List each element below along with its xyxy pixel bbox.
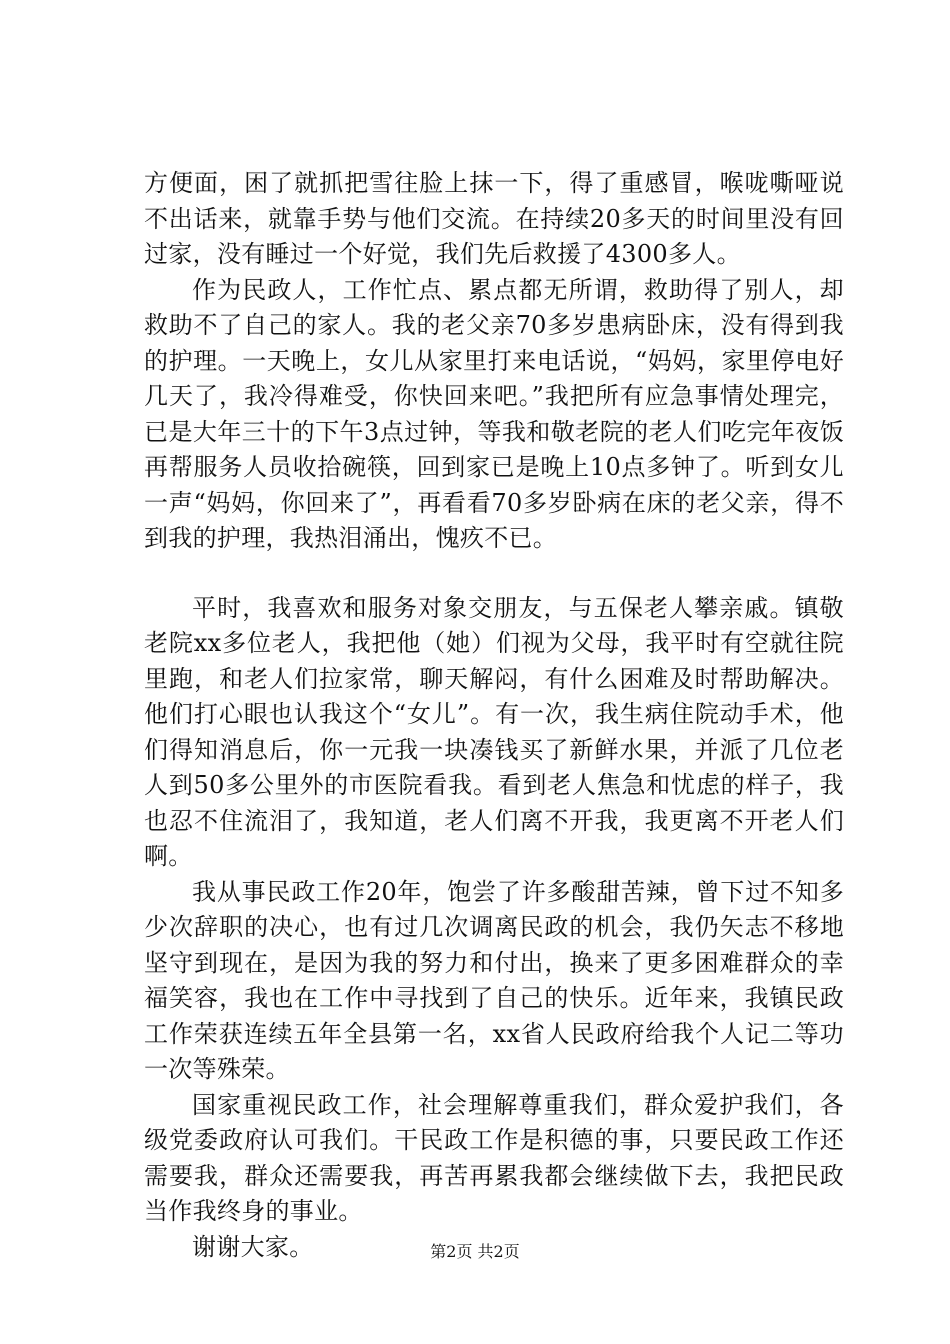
paragraph-gap bbox=[144, 557, 844, 591]
paragraph-twenty-years: 我从事民政工作20年，饱尝了许多酸甜苦辣，曾下过不知多少次辞职的决心，也有过几次调离民政的机会，我仍矢志不移地坚守到现在，是因为我的努力和付出，换来了更多困难群众的幸福笑容，我也在工作中寻找到了自己的快乐。近年来，我镇民政工作荣获连续五年全县第一名，xx省人民政府给我个人记二等功一次等殊荣。 bbox=[144, 877, 844, 1083]
paragraph-thanks: 谢谢大家。 bbox=[192, 1232, 314, 1261]
paragraph-family: 作为民政人，工作忙点、累点都无所谓，救助得了别人，却救助不了自己的家人。我的老父亲70多岁患病卧床，没有得到我的护理。一天晚上，女儿从家里打来电话说，“妈妈，家里停电好几天了，我冷得难受，你快回来吧。”我把所有应急事情处理完，已是大年三十的下午3点过钟，等我和敬老院的老人们吃完年夜饭再帮服务人员收拾碗筷，回到家已是晚上10点多钟了。听到女儿一声“妈妈，你回来了”，再看看70多岁卧病在床的老父亲，得不到我的护理，我热泪涌出，愧疚不已。 bbox=[144, 275, 844, 552]
paragraph-elderly-friends: 平时，我喜欢和服务对象交朋友，与五保老人攀亲戚。镇敬老院xx多位老人，我把他（她）们视为父母，我平时有空就往院里跑，和老人们拉家常，聊天解闷，有什么困难及时帮助解决。他们打心眼也认我这个“女儿”。有一次，我生病住院动手术，他们得知消息后，你一元我一块凑钱买了新鲜水果，并派了几位老人到50多公里外的市医院看我。看到老人焦急和忧虑的样子，我也忍不住流泪了，我知道，老人们离不开我，我更离不开老人们啊。 bbox=[144, 593, 844, 870]
paragraph-commitment: 国家重视民政工作，社会理解尊重我们，群众爱护我们，各级党委政府认可我们。干民政工作是积德的事，只要民政工作还需要我，群众还需要我，再苦再累我都会继续做下去，我把民政当作我终身的事业。 bbox=[144, 1090, 844, 1225]
page-number-footer: 第2页 共2页 bbox=[430, 1242, 520, 1261]
document-body bbox=[144, 166, 844, 1265]
paragraph-continuation: 方便面，困了就抓把雪往脸上抹一下，得了重感冒，喉咙嘶哑说不出话来，就靠手势与他们交流。在持续20多天的时间里没有回过家，没有睡过一个好觉，我们先后救援了4300多人。 bbox=[144, 169, 844, 268]
